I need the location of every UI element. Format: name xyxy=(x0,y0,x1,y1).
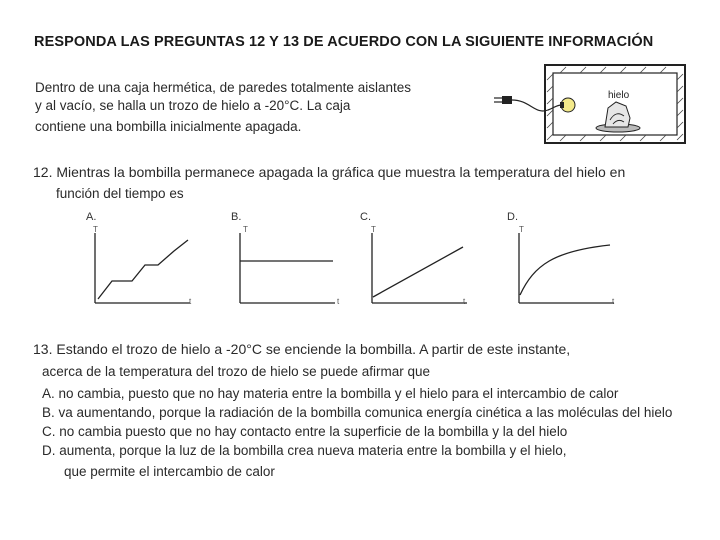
q13-option-a: A. no cambia, puesto que no hay materia entre la bombilla y el hielo para el intercambio de calor xyxy=(42,386,619,401)
intro-line-2: y al vacío, se halla un trozo de hielo a -20°C. La caja xyxy=(35,98,351,113)
power-cable xyxy=(512,100,562,111)
graph-d-label: D. xyxy=(507,211,518,223)
q13-option-b: B. va aumentando, porque la radiación de la bombilla comunica energía cinética a las moléculas del hielo xyxy=(42,405,673,420)
graph-b-x-label: t xyxy=(337,297,340,306)
hermetic-box-figure xyxy=(490,60,690,150)
graph-a-x-label: t xyxy=(189,297,192,306)
ice-icon xyxy=(596,102,640,132)
bulb-icon xyxy=(560,98,575,112)
graph-c xyxy=(367,225,477,310)
graph-c-y-label: T xyxy=(371,225,376,234)
page-title: RESPONDA LAS PREGUNTAS 12 Y 13 DE ACUERDO CON LA SIGUIENTE INFORMACIÓN xyxy=(34,34,654,50)
graph-a-curve xyxy=(98,240,188,299)
graph-b-label: B. xyxy=(231,211,242,223)
graph-d xyxy=(514,225,624,310)
graph-c-x-label: t xyxy=(463,297,466,306)
graph-d-curve xyxy=(520,245,610,295)
graph-b xyxy=(235,225,345,310)
graph-a-label: A. xyxy=(86,211,97,223)
q12-line-1: 12. Mientras la bombilla permanece apagada la gráfica que muestra la temperatura del hielo en xyxy=(33,164,626,180)
graph-a xyxy=(90,225,200,310)
graph-c-label: C. xyxy=(360,211,371,223)
intro-line-1: Dentro de una caja hermética, de paredes totalmente aislantes xyxy=(35,80,411,95)
graph-c-curve xyxy=(373,247,463,297)
graph-a-y-label: T xyxy=(93,225,98,234)
ice-label: hielo xyxy=(608,90,630,101)
plug-icon xyxy=(494,96,512,104)
graph-d-y-label: T xyxy=(519,225,524,234)
q13-line-2: acerca de la temperatura del trozo de hielo se puede afirmar que xyxy=(42,364,430,379)
intro-line-3: contiene una bombilla inicialmente apagada. xyxy=(35,119,302,134)
q13-option-c: C. no cambia puesto que no hay contacto entre la superficie de la bombilla y la del hielo xyxy=(42,424,568,439)
q13-option-d-line-2: que permite el intercambio de calor xyxy=(64,464,275,479)
q13-line-1: 13. Estando el trozo de hielo a -20°C se enciende la bombilla. A partir de este instante, xyxy=(33,341,571,357)
q12-line-2: función del tiempo es xyxy=(56,186,184,201)
graph-b-y-label: T xyxy=(243,225,248,234)
graph-d-x-label: t xyxy=(612,297,615,306)
q13-option-d: D. aumenta, porque la luz de la bombilla crea nueva materia entre la bombilla y el hielo, xyxy=(42,443,567,458)
